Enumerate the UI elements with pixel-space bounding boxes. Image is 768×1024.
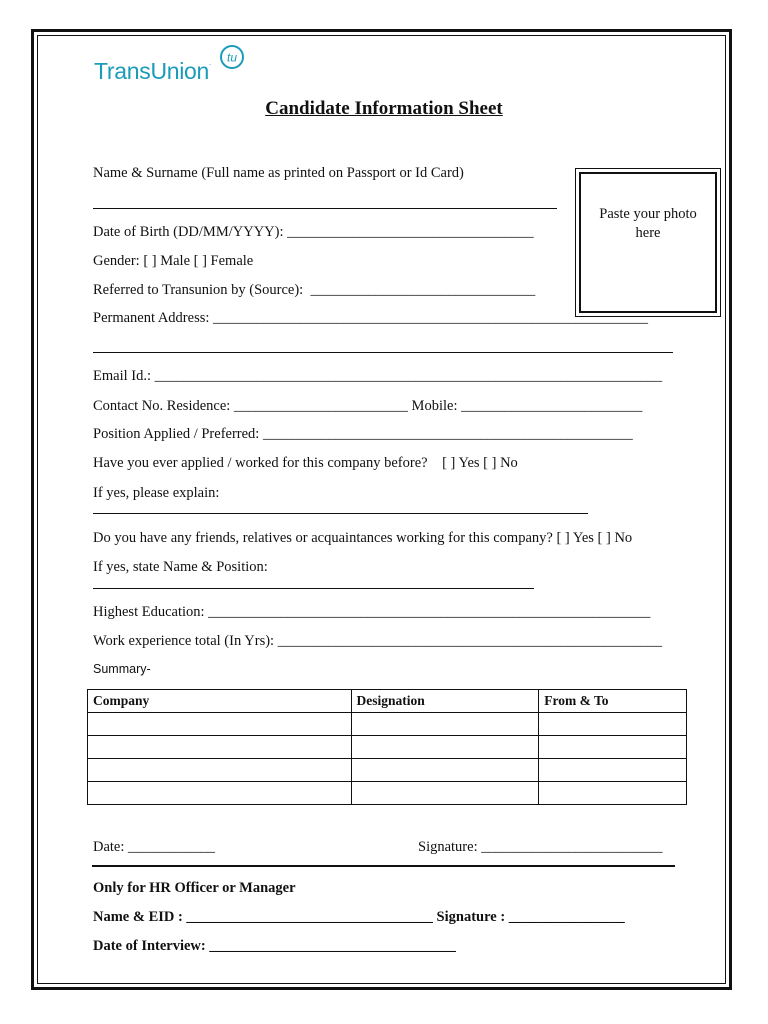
table-cell[interactable] [351, 736, 539, 759]
table-row [88, 713, 687, 736]
table-cell[interactable] [88, 736, 352, 759]
table-cell[interactable] [88, 759, 352, 782]
referred-field[interactable]: Referred to Transunion by (Source): _______________________________ [93, 282, 536, 298]
svg-text:tu: tu [226, 50, 238, 65]
signature-field[interactable]: Signature: _________________________ [418, 839, 663, 855]
page-title: Candidate Information Sheet [265, 98, 503, 119]
gender-field[interactable]: Gender: [ ] Male [ ] Female [93, 253, 254, 269]
table-cell[interactable] [88, 782, 352, 805]
if-yes-explain-label: If yes, please explain: [93, 485, 220, 501]
date-field[interactable]: Date: ____________ [93, 839, 216, 855]
transunion-logo [94, 44, 254, 92]
name-surname-field[interactable] [93, 208, 557, 209]
applied-before-question[interactable]: Have you ever applied / worked for this company before? [ ] Yes [ ] No [93, 455, 518, 471]
table-cell[interactable] [88, 713, 352, 736]
date-of-interview-field[interactable]: Date of Interview: __________________________________ [93, 938, 456, 954]
hr-section-heading: Only for HR Officer or Manager [93, 880, 296, 896]
name-surname-label: Name & Surname (Full name as printed on Passport or Id Card) [93, 165, 464, 181]
photo-box-label: Paste your photo here [599, 206, 697, 241]
table-row [88, 736, 687, 759]
education-field[interactable]: Highest Education: _____________________________________________________________ [93, 604, 651, 620]
logo-badge-icon [218, 44, 246, 70]
table-row [88, 759, 687, 782]
permanent-address-line2[interactable] [93, 352, 673, 353]
column-header-designation: Designation [351, 690, 539, 713]
state-name-position-field[interactable] [93, 588, 534, 589]
column-header-from-to: From & To [539, 690, 687, 713]
hr-name-eid-field[interactable]: Name & EID : __________________________________ Signature : ________________ [93, 909, 625, 925]
dob-field[interactable]: Date of Birth (DD/MM/YYYY): __________________________________ [93, 224, 534, 240]
table-cell[interactable] [539, 759, 687, 782]
contact-field[interactable]: Contact No. Residence: ________________________ Mobile: _________________________ [93, 398, 643, 414]
table-cell[interactable] [351, 713, 539, 736]
summary-label: Summary- [93, 662, 151, 676]
position-field[interactable]: Position Applied / Preferred: ___________________________________________________ [93, 426, 633, 442]
table-cell[interactable] [539, 736, 687, 759]
permanent-address-field[interactable]: Permanent Address: ____________________________________________________________ [93, 310, 649, 326]
if-yes-state-label: If yes, state Name & Position: [93, 559, 268, 575]
table-header-row [88, 690, 687, 713]
explain-field[interactable] [93, 513, 588, 514]
section-divider [92, 865, 675, 867]
table-row [88, 782, 687, 805]
logo-wordmark: TransUnion. [94, 58, 211, 84]
table-cell[interactable] [539, 713, 687, 736]
table-cell[interactable] [539, 782, 687, 805]
column-header-company: Company [88, 690, 352, 713]
email-field[interactable]: Email Id.: ______________________________________________________________________ [93, 368, 663, 384]
summary-table [87, 689, 687, 805]
table-cell[interactable] [351, 759, 539, 782]
experience-field[interactable]: Work experience total (In Yrs): _____________________________________________________ [93, 633, 662, 649]
table-cell[interactable] [351, 782, 539, 805]
friends-question[interactable]: Do you have any friends, relatives or acquaintances working for this company? [ ] Yes [ ] No [93, 530, 633, 546]
